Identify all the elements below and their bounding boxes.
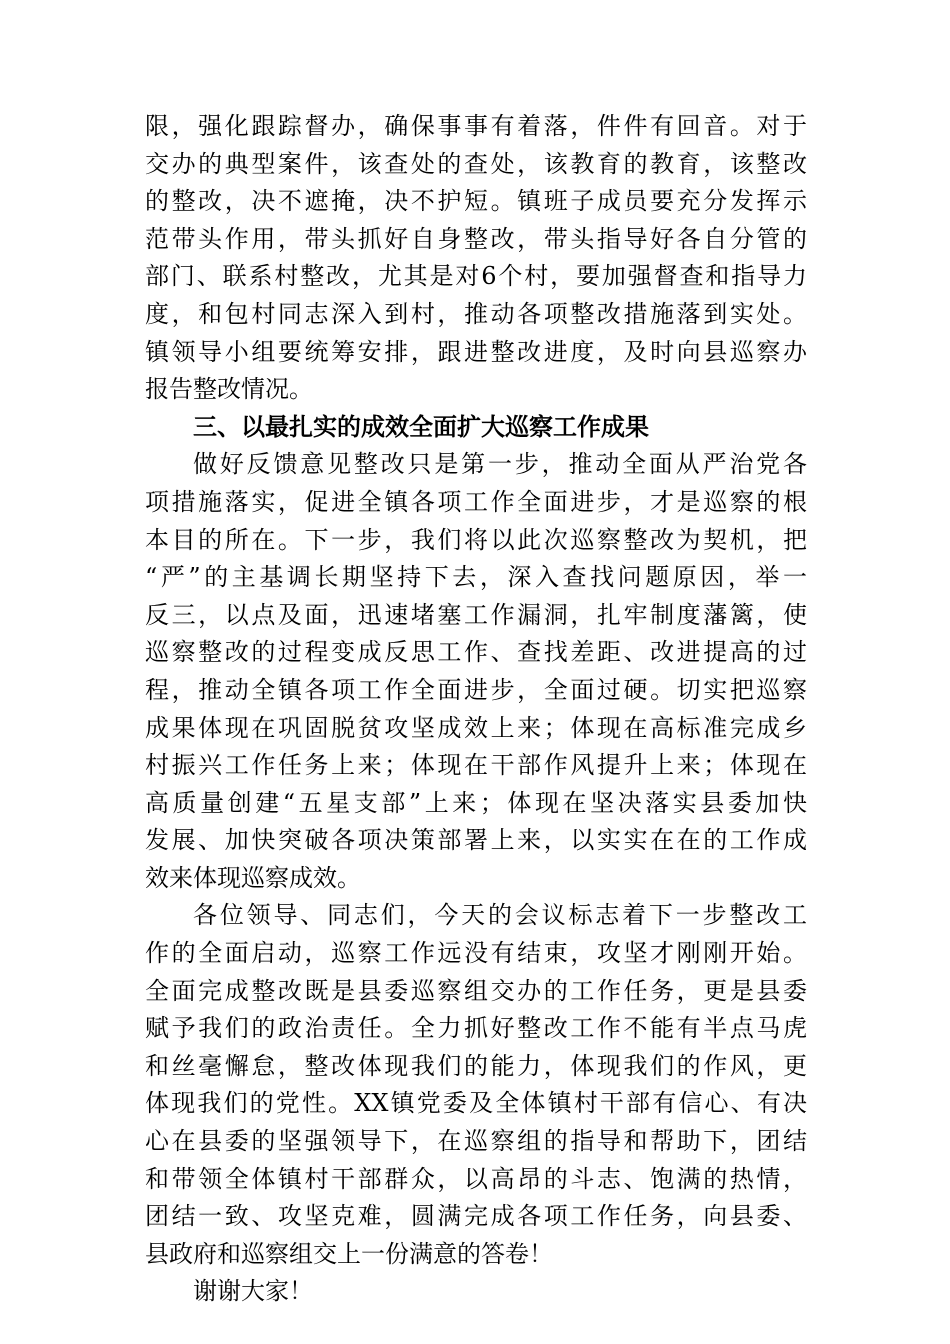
text-line: 心在县委的坚强领导下，在巡察组的指导和帮助下，团结 [145,1127,807,1156]
text-line: 团结一致、攻坚克难，圆满完成各项工作任务，向县委、 [145,1202,807,1231]
text-line: 报告整改情况。 [145,375,313,404]
text-line: 反三，以点及面，迅速堵塞工作漏洞，扎牢制度藩篱，使 [145,600,807,629]
text-line: 部门、联系村整改，尤其是对6个村，要加强督查和指导力 [145,262,807,291]
document-body [145,108,807,1311]
text-line: 本目的所在。下一步，我们将以此次巡察整改为契机，把 [145,525,807,554]
text-line: 体现我们的党性。XX镇党委及全体镇村干部有信心、有决 [145,1089,807,1118]
text-line: 程，推动全镇各项工作全面进步，全面过硬。切实把巡察 [145,675,807,704]
paragraph-3 [145,897,807,1273]
text-line: 项措施落实，促进全镇各项工作全面进步，才是巡察的根 [145,487,807,516]
text-line: 发展、加快突破各项决策部署上来，以实实在在的工作成 [145,826,807,855]
text-line: 高质量创建“五星支部”上来；体现在坚决落实县委加快 [145,788,807,817]
text-line: “严”的主基调长期坚持下去，深入查找问题原因，举一 [145,563,807,592]
text-line: 县政府和巡察组交上一份满意的答卷！ [145,1239,553,1268]
text-line: 的整改，决不遮掩，决不护短。镇班子成员要充分发挥示 [145,187,807,216]
text-line: 做好反馈意见整改只是第一步，推动全面从严治党各 [193,450,807,479]
text-line: 全面完成整改既是县委巡察组交办的工作任务，更是县委 [145,976,807,1005]
text-line: 村振兴工作任务上来；体现在干部作风提升上来；体现在 [145,751,807,780]
text-line: 巡察整改的过程变成反思工作、查找差距、改进提高的过 [145,638,807,667]
text-line: 各位领导、同志们，今天的会议标志着下一步整改工 [193,901,807,930]
text-line: 赋予我们的政治责任。全力抓好整改工作不能有半点马虎 [145,1014,807,1043]
text-line: 和带领全体镇村干部群众，以高昂的斗志、饱满的热情， [145,1164,807,1193]
closing-remark: 谢谢大家！ [193,1277,313,1306]
text-line: 效来体现巡察成效。 [145,863,361,892]
text-line: 和丝毫懈怠，整改体现我们的能力，体现我们的作风，更 [145,1051,807,1080]
text-line: 限，强化跟踪督办，确保事事有着落，件件有回音。对于 [145,112,807,140]
paragraph-1 [145,108,807,409]
text-line: 度，和包村同志深入到村，推动各项整改措施落到实处。 [145,299,807,328]
text-line: 成果体现在巩固脱贫攻坚成效上来；体现在高标准完成乡 [145,713,807,742]
text-line: 交办的典型案件，该查处的查处，该教育的教育，该整改 [145,149,807,178]
paragraph-2 [145,446,807,897]
text-line: 作的全面启动，巡察工作远没有结束，攻坚才刚刚开始。 [145,939,807,968]
section-heading: 三、以最扎实的成效全面扩大巡察工作成果 [193,412,649,441]
text-line: 范带头作用，带头抓好自身整改，带头指导好各自分管的 [145,224,807,253]
text-line: 镇领导小组要统筹安排，跟进整改进度，及时向县巡察办 [145,337,807,366]
